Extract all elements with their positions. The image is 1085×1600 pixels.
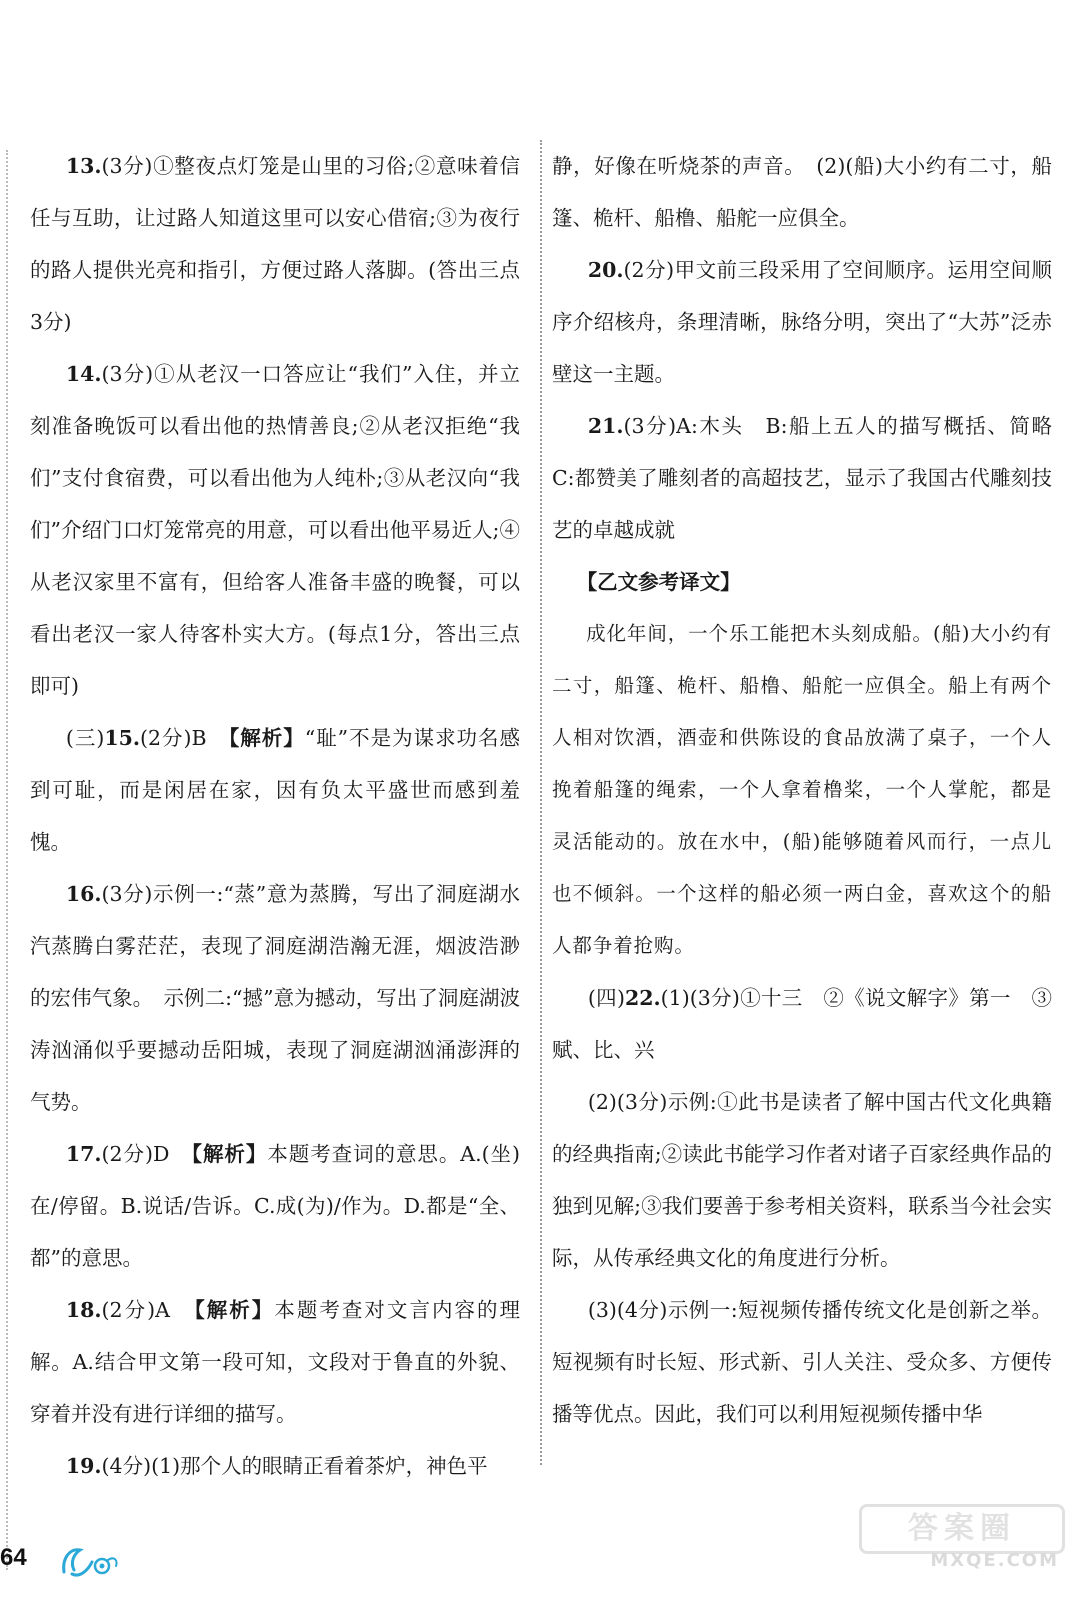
question-number: 13.: [65, 154, 102, 178]
answer-text: (2分)甲文前三段采用了空间顺序。运用空间顺序介绍核舟，条理清晰，脉络分明，突出了“大苏”泛赤壁这一主题。: [552, 258, 1052, 386]
analysis-text: 本题考查词的意思。A.(坐)在/停留。B.说话/告诉。C.成(为)/作为。D.都是“全、都”的意思。: [30, 1142, 521, 1270]
answer-21: [552, 400, 1073, 556]
answer-20: [552, 244, 1052, 400]
question-number: 20.: [587, 258, 624, 282]
question-number: 22.: [625, 986, 661, 1010]
answer-text: (3分)A:木头 B:船上五人的描写概括、简略 C:都赞美了雕刻者的高超技艺，显示了我国古代雕刻技艺的卓越成就: [552, 414, 1073, 542]
answer-text: (3分)①整夜点灯笼是山里的习俗;②意味着信任与互助，让过路人知道这里可以安心借宿;③为夜行的路人提供光亮和指引，方便过路人落脚。(答出三点3分): [30, 154, 520, 334]
question-number: 21.: [587, 414, 624, 438]
translation-heading: 【乙文参考译文】: [576, 570, 741, 594]
analysis-tag: 【解析】: [194, 1298, 275, 1322]
answer-17: [30, 1128, 520, 1284]
watermark: [865, 1504, 1065, 1570]
question-number: 17.: [65, 1142, 102, 1166]
question-number: 18.: [65, 1298, 102, 1322]
answer-text: (2分)D: [101, 1142, 192, 1166]
right-column: [552, 140, 1073, 1440]
answer-15: [30, 712, 520, 868]
answer-text: (2分)B: [140, 726, 230, 750]
question-number: 16.: [65, 882, 102, 906]
answer-14: [30, 348, 520, 712]
answer-text: (1)(3分)①十三 ②《说文解字》第一 ③赋、比、兴: [552, 986, 1053, 1062]
answer-19-continued: 静，好像在听烧茶的声音。 (2)(船)大小约有二寸，船篷、桅杆、船橹、船舵一应俱全。: [552, 154, 1052, 230]
answer-text: (4分)(1)那个人的眼睛正看着茶炉，神色平: [101, 1454, 488, 1478]
section-prefix: (四): [587, 986, 625, 1010]
translation-text: 成化年间，一个乐工能把木头刻成船。(船)大小约有二寸，船篷、桅杆、船橹、船舵一应俱全。船上有两个人相对饮酒，酒壶和供陈设的食品放满了桌子，一个人挽着船篷的绳索，一个人拿着橹桨，一个人掌舵，都是灵活能动的。放在水中，(船)能够随着风而行，一点儿也不倾斜。一个这样的船必须一两白金，喜欢这个的船人都争着抢购。: [552, 622, 1052, 957]
question-number: 19.: [65, 1454, 102, 1478]
answer-text: (3分)示例一:“蒸”意为蒸腾，写出了洞庭湖水汽蒸腾白雾茫茫，表现了洞庭湖浩瀚无涯，烟波浩渺的宏伟气象。 示例二:“撼”意为撼动，写出了洞庭湖波涛汹涌似乎要撼动岳阳城，表现了洞庭湖汹涌澎湃的气势。: [30, 882, 520, 1114]
answer-22-3: (3)(4分)示例一:短视频传播传统文化是创新之举。短视频有时长短、形式新、引人关注、受众多、方便传播等优点。因此，我们可以利用短视频传播中华: [552, 1298, 1052, 1426]
analysis-text: “耻”不是为谋求功名感到可耻，而是闲居在家，因有负太平盛世而感到羞愧。: [30, 726, 521, 854]
answer-text: (2分)A: [101, 1298, 195, 1322]
watermark-url: MXQE.COM: [930, 1550, 1059, 1571]
analysis-tag: 【解析】: [229, 726, 305, 750]
swirl-icon: [58, 1540, 122, 1580]
answer-22-1: [552, 972, 1052, 1076]
question-number: 15.: [104, 726, 141, 750]
watermark-logo: 答案圈: [859, 1504, 1065, 1554]
question-number: 14.: [65, 362, 102, 386]
page-footer: [0, 1511, 1085, 1588]
left-column: [30, 140, 520, 1492]
answer-text: (3分)①从老汉一口答应让“我们”入住，并立刻准备晚饭可以看出他的热情善良;②从老汉拒绝“我们”支付食宿费，可以看出他为人纯朴;③从老汉向“我们”介绍门口灯笼常亮的用意，可以看出他平易近人;④从老汉家里不富有，但给客人准备丰盛的晚餐，可以看出老汉一家人待客朴实大方。(每点1分，答出三点即可): [30, 362, 520, 698]
answer-18: [30, 1284, 520, 1440]
analysis-tag: 【解析】: [191, 1142, 268, 1166]
left-dotted-edge: [6, 150, 8, 1570]
answer-22-2: (2)(3分)示例:①此书是读者了解中国古代文化典籍的经典指南;②读此书能学习作者对诸子百家经典作品的独到见解;③我们要善于参考相关资料，联系当今社会实际，从传承经典文化的角度进行分析。: [552, 1090, 1052, 1270]
answer-19: [30, 1440, 520, 1492]
page-number: 64: [0, 1544, 27, 1571]
answer-13: [30, 140, 520, 348]
section-prefix: (三): [65, 726, 105, 750]
analysis-text: 本题考查对文言内容的理解。A.结合甲文第一段可知，文段对于鲁直的外貌、穿着并没有进行详细的描写。: [30, 1298, 521, 1426]
column-divider: [540, 140, 542, 1465]
answer-16: [30, 868, 520, 1128]
